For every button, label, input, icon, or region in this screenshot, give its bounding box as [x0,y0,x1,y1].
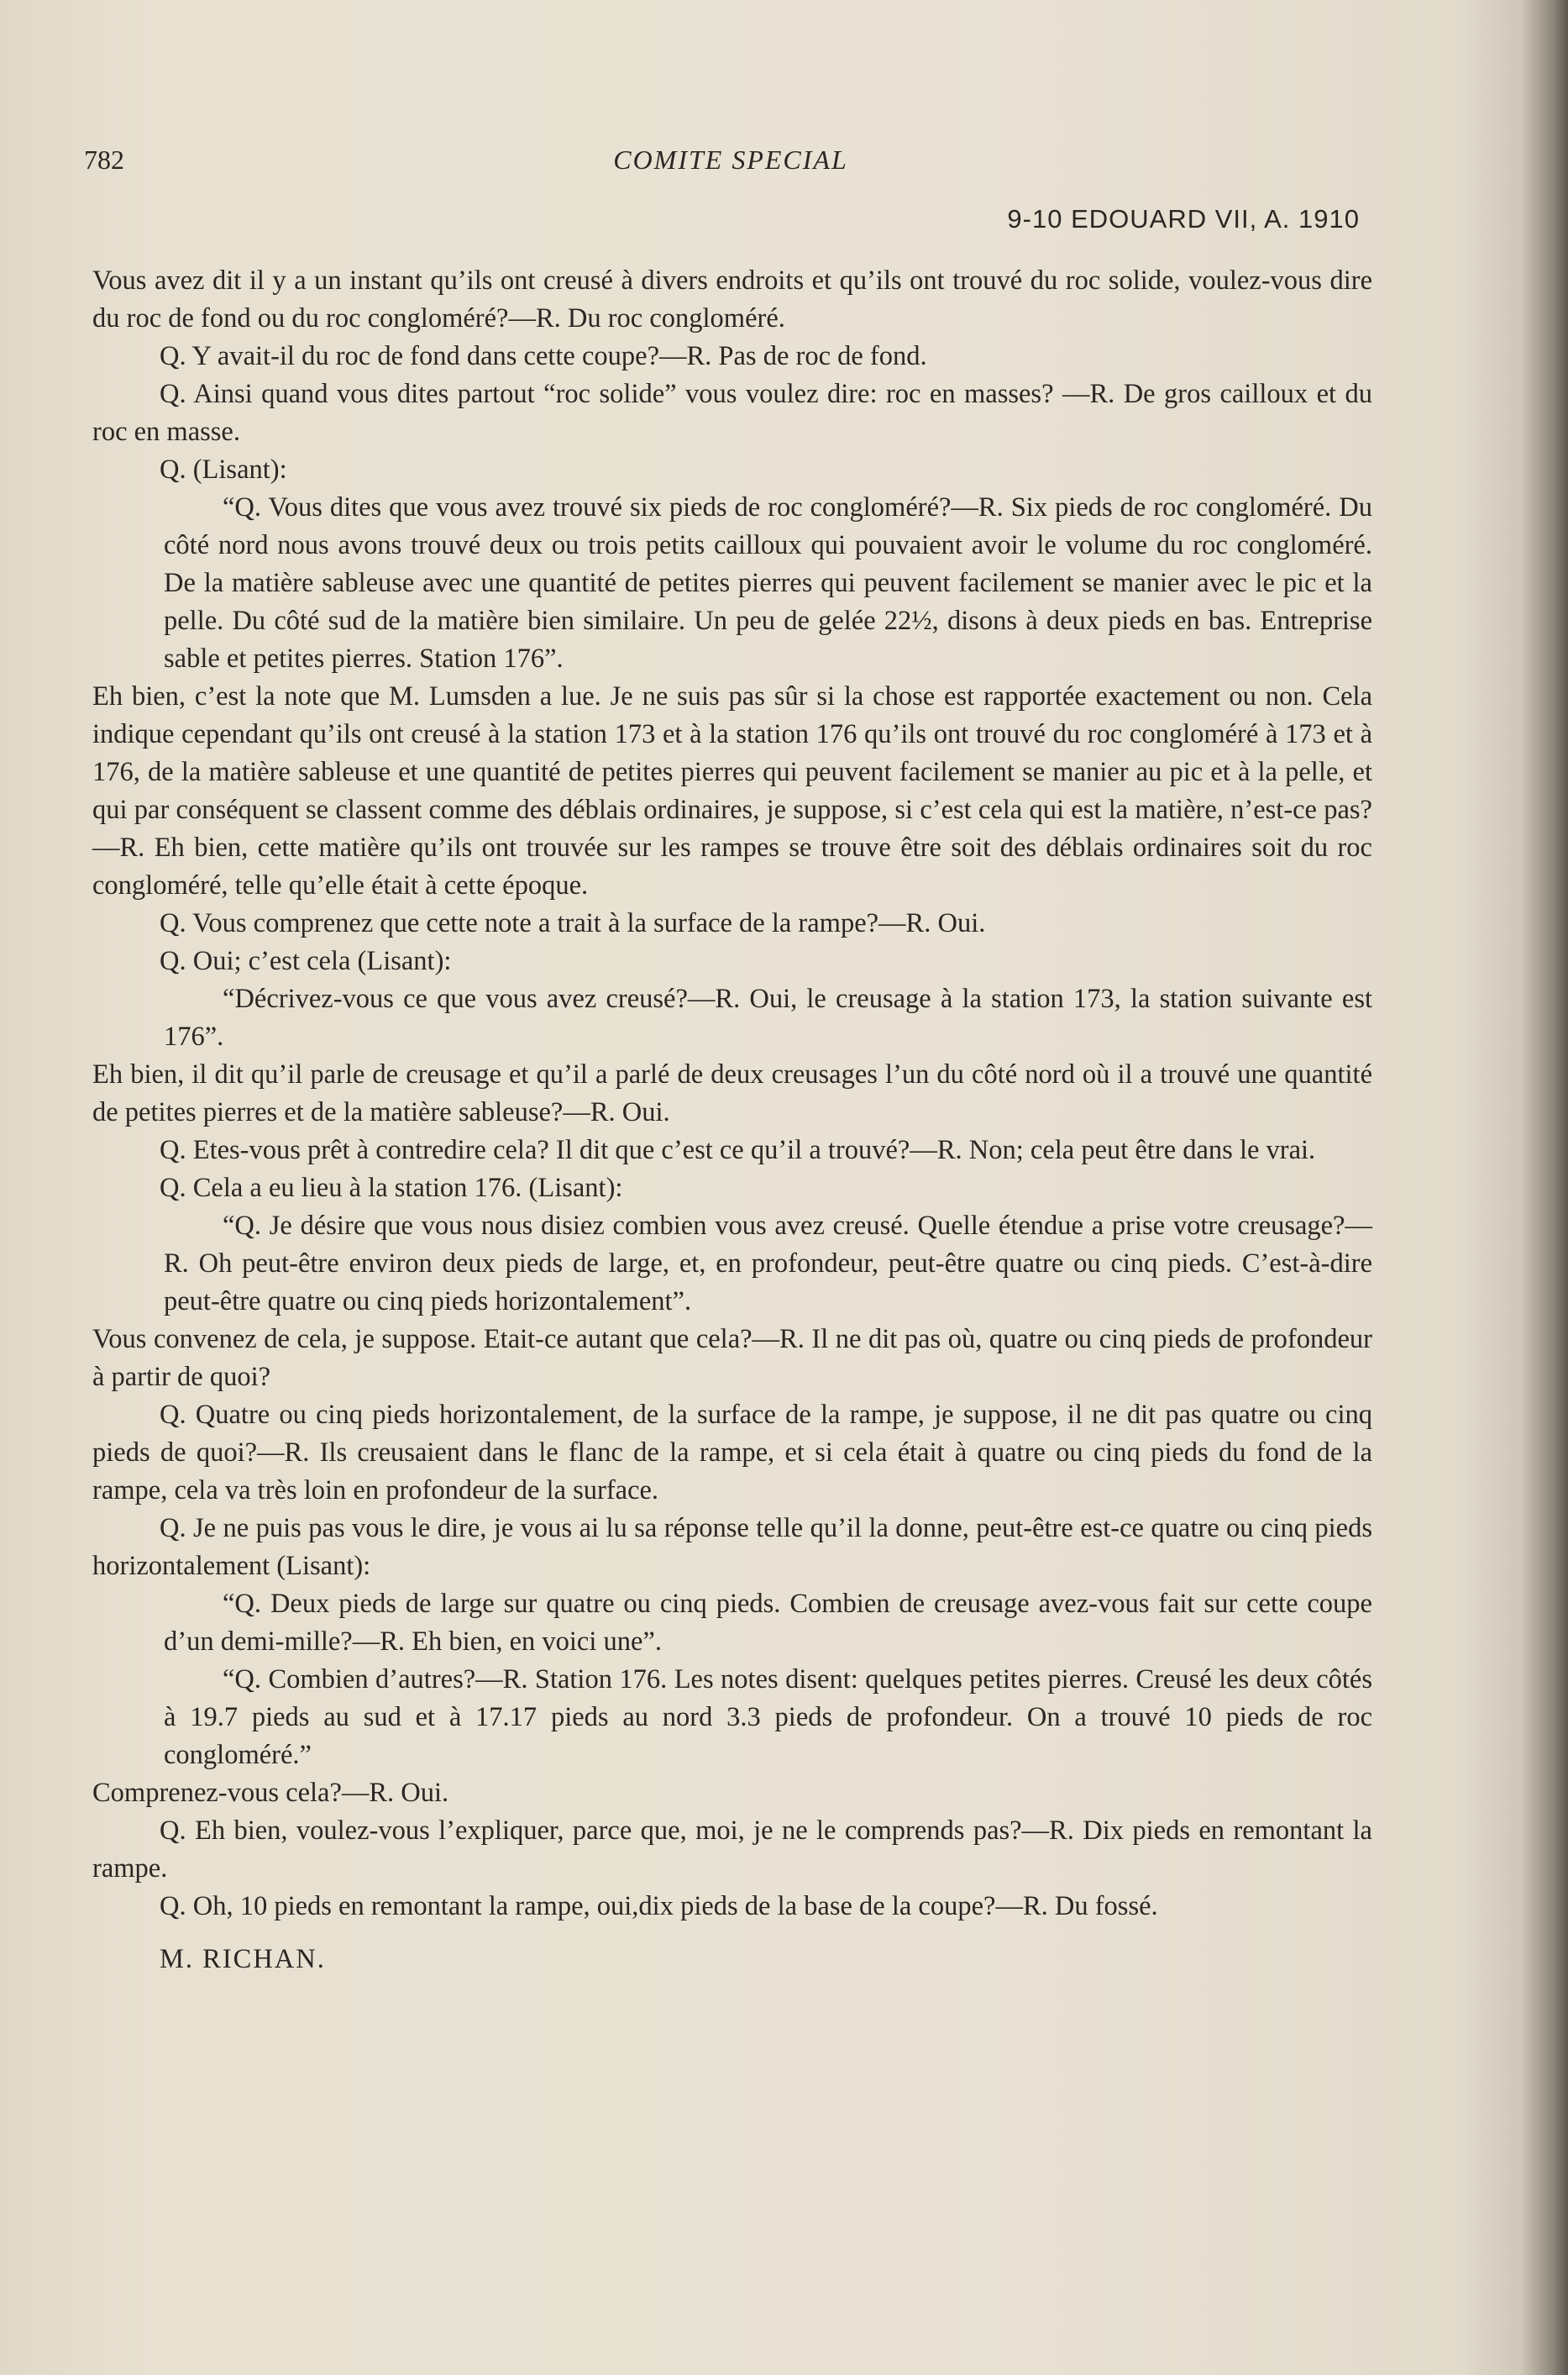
quoted-paragraph: “Q. Je désire que vous nous disiez combien vous avez creusé. Quelle étendue a prise votre creusage?—R. Oh peut-être environ deux pieds de large, et, en profondeur, peut-être quatre ou cinq pieds. C’est-à-dire peut-être quatre ou cinq pieds horizontalement”. [164,1211,1372,1316]
paragraph: Q. Vous comprenez que cette note a trait à la surface de la rampe?—R. Oui. [160,908,986,938]
paragraph: Q. Y avait-il du roc de fond dans cette coupe?—R. Pas de roc de fond. [160,341,927,371]
quoted-paragraph: “Q. Deux pieds de large sur quatre ou cinq pieds. Combien de creusage avez-vous fait sur cette coupe d’un demi-mille?—R. Eh bien, en voici une”. [164,1589,1372,1657]
running-head: COMITE SPECIAL [613,144,848,175]
paragraph: Comprenez-vous cela?—R. Oui. [92,1778,449,1808]
quoted-paragraph: “Q. Combien d’autres?—R. Station 176. Les notes disent: quelques petites pierres. Creusé les deux côtés à 19.7 pieds au sud et à 17.17 pieds au nord 3.3 pieds de profondeur. On a trouvé 10 pieds de roc congloméré.” [164,1664,1372,1770]
paragraph: Q. Je ne puis pas vous le dire, je vous ai lu sa réponse telle qu’il la donne, peut-être est-ce quatre ou cinq pieds horizontalement (Lisant): [92,1513,1372,1581]
paragraph: Q. Cela a eu lieu à la station 176. (Lisant): [160,1173,623,1203]
paragraph: Q. Ainsi quand vous dites partout “roc solide” vous voulez dire: roc en masses? —R. De gros cailloux et du roc en masse. [92,379,1372,447]
paragraph: Q. Etes-vous prêt à contredire cela? Il dit que c’est ce qu’il a trouvé?—R. Non; cela peut être dans le vrai. [160,1135,1316,1165]
paragraph: Q. (Lisant): [160,455,287,485]
page-number: 782 [84,144,124,175]
paragraph: Q. Quatre ou cinq pieds horizontalement, de la surface de la rampe, je suppose, il ne dit pas quatre ou cinq pieds de quoi?—R. Ils creusaient dans le flanc de la rampe, et si cela était à quatre ou cinq pieds du fond de la rampe, cela va très loin en profondeur de la surface. [92,1400,1372,1505]
quoted-paragraph: “Q. Vous dites que vous avez trouvé six pieds de roc congloméré?—R. Six pieds de roc congloméré. Du côté nord nous avons trouvé deux ou trois petits cailloux qui pouvaient avoir le volume du roc congloméré. De la matière sableuse avec une quantité de petites pierres qui peuvent facilement se manier avec le pic et la pelle. Du côté sud de la matière bien similaire. Un peu de gelée 22½, disons à deux pieds en bas. Entreprise sable et petites pierres. Station 176”. [164,492,1372,674]
paragraph: Q. Oh, 10 pieds en remontant la rampe, oui,dix pieds de la base de la coupe?—R. Du fossé. [160,1891,1158,1921]
paragraph: Q. Eh bien, voulez-vous l’expliquer, parce que, moi, je ne le comprends pas?—R. Dix pieds en remontant la rampe. [92,1815,1372,1884]
session-line: 9-10 EDOUARD VII, A. 1910 [1007,204,1360,234]
paragraph: Q. Oui; c’est cela (Lisant): [160,946,452,976]
quoted-paragraph: “Décrivez-vous ce que vous avez creusé?—R. Oui, le creusage à la station 173, la station suivante est 176”. [164,984,1372,1052]
paragraph: Vous avez dit il y a un instant qu’ils ont creusé à divers endroits et qu’ils ont trouvé du roc solide, voulez-vous dire du roc de fond ou du roc congloméré?—R. Du roc congloméré. [92,265,1372,334]
speaker-signature: M. RICHAN. [160,1944,326,1974]
paragraph: Vous convenez de cela, je suppose. Etait-ce autant que cela?—R. Il ne dit pas où, quatre ou cinq pieds de profondeur à partir de quoi? [92,1324,1372,1392]
paragraph: Eh bien, il dit qu’il parle de creusage et qu’il a parlé de deux creusages l’un du côté nord où il a trouvé une quantité de petites pierres et de la matière sableuse?—R. Oui. [92,1059,1372,1127]
body-text [92,262,1372,1978]
page-header [84,144,1377,187]
paragraph: Eh bien, c’est la note que M. Lumsden a lue. Je ne suis pas sûr si la chose est rapportée exactement ou non. Cela indique cependant qu’ils ont creusé à la station 173 et à la station 176 qu’ils ont trouvé du roc congloméré à 173 et à 176, de la matière sableuse et une quantité de petites pierres qui peuvent facilement se manier au pic et à la pelle, et qui par conséquent se classent comme des déblais ordinaires, je suppose, si c’est cela qui est la matière, n’est-ce pas?—R. Eh bien, cette matière qu’ils ont trouvée sur les rampes se trouve être soit des déblais ordinaires soit du roc congloméré, telle qu’elle était à cette époque. [92,681,1372,901]
